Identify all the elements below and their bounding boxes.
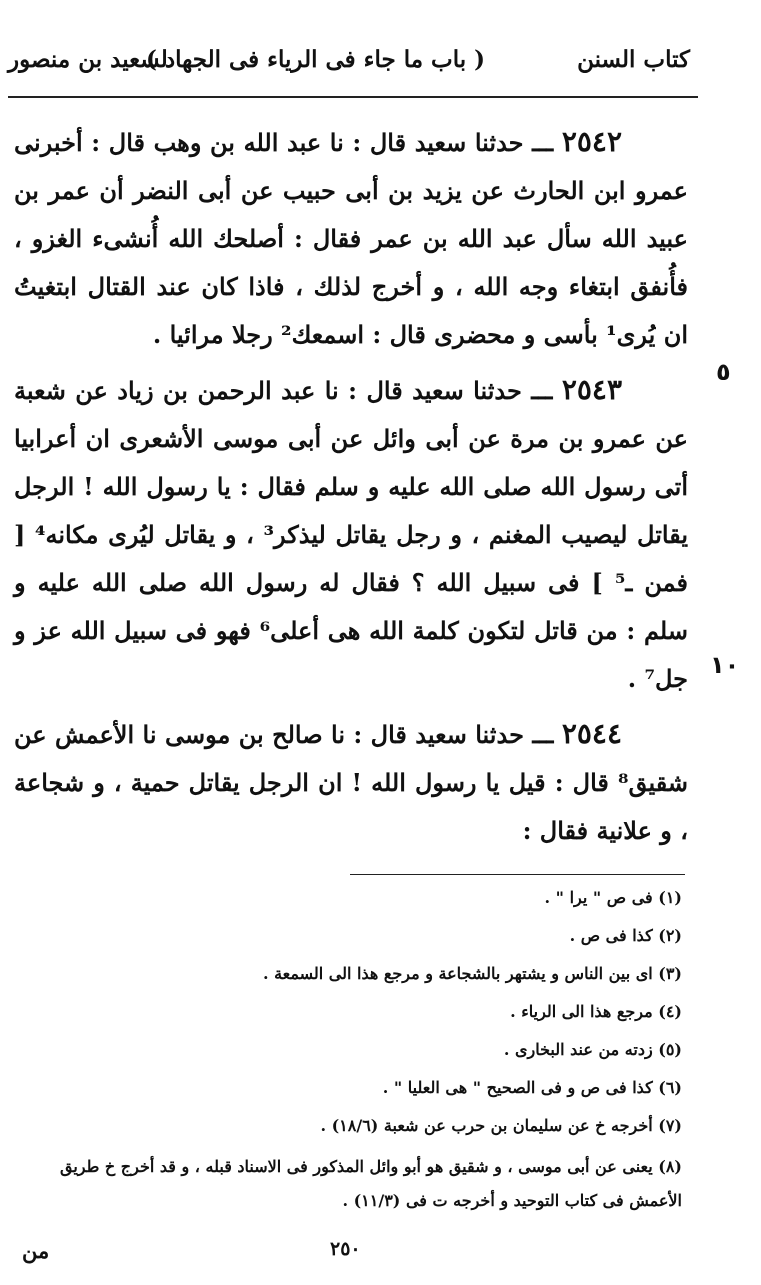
footnote: (٤) مرجع هذا الى الرياء . bbox=[510, 1002, 682, 1021]
footnote-rule bbox=[350, 874, 685, 875]
line-number-5: ٥ bbox=[716, 358, 731, 386]
footnote: (٧) أخرجه خ عن سليمان بن حرب عن شعبة (١٨/٦) . bbox=[320, 1116, 682, 1135]
hadith-number: ٢٥٤٤ bbox=[561, 717, 622, 750]
header-rule bbox=[8, 96, 698, 98]
hadith-text: ـــ حدثنا سعيد قال : نا عبد الرحمن بن زياد عن شعبة عن عمرو بن مرة عن أبى وائل عن أبى موسى الأشعرى ان أعرابيا أتى رسول الله صلى الله عليه و سلم فقال : يا رسول الله ! الرجل يقاتل ليصيب المغنم ، و رجل يقاتل ليذكر³ ، و يقاتل ليُرى مكانه⁴ [ فمن ـ⁵ ] فى سبيل الله ؟ فقال له رسول الله صلى الله عليه و سلم : من قاتل لتكون كلمة الله هى أعلى⁶ فهو فى سبيل الله عز و جل⁷ . bbox=[14, 376, 689, 693]
hadith-text: ـــ حدثنا سعيد قال : نا صالح بن موسى نا الأعمش عن شقيق⁸ قال : قيل يا رسول الله ! ان الرجل يقاتل حمية ، و شجاعة ، و علانية فقال : bbox=[14, 720, 688, 845]
running-header bbox=[8, 46, 690, 94]
hadith-number: ٢٥٤٢ bbox=[561, 125, 622, 158]
footnote: (٨) يعنى عن أبى موسى ، و شقيق هو أبو وائل المذكور فى الاسناد قبله ، و قد أخرج خ طريق الأعمش فى كتاب التوحيد و أخرجه ت فى (١١/٣) . bbox=[59, 1157, 682, 1210]
catchword: من bbox=[22, 1238, 50, 1263]
footnote: (١) فى ص " يرا " . bbox=[544, 888, 682, 907]
footnote: (٣) اى بين الناس و يشتهر بالشجاعة و مرجع هذا الى السمعة . bbox=[262, 964, 682, 983]
main-text bbox=[14, 118, 688, 862]
footnote: (٢) كذا فى ص . bbox=[569, 926, 682, 945]
hadith-text: ـــ حدثنا سعيد قال : نا عبد الله بن وهب قال : أخبرنى عمرو ابن الحارث عن يزيد بن أبى حبيب عن أبى النضر أن عمر بن عبيد الله سأل عبد الله بن عمر فقال : أصلحك الله أُنشىء الغزو ، فأُنفق ابتغاء وجه الله ، و أخرج لذلك ، فاذا كان عند القتال ابتغيتُ ان يُرى¹ بأسى و محضرى قال : اسمعك² رجلا مرائيا . bbox=[14, 128, 689, 349]
hadith-paragraph bbox=[14, 118, 688, 359]
footnote: (٦) كذا فى ص و فى الصحيح " هى العليا " . bbox=[382, 1078, 682, 1097]
page-number: ٢٥٠ bbox=[330, 1238, 361, 1260]
hadith-number: ٢٥٤٣ bbox=[561, 373, 622, 406]
hadith-paragraph bbox=[14, 710, 688, 855]
footnotes bbox=[10, 884, 682, 1228]
header-author: لسعيد بن منصور bbox=[8, 46, 168, 73]
hadith-paragraph bbox=[14, 366, 688, 703]
footnote: (٥) زدته من عند البخارى . bbox=[503, 1040, 682, 1059]
line-number-10: ١٠ bbox=[710, 651, 740, 679]
header-book-title: كتاب السنن bbox=[577, 46, 690, 73]
header-chapter-title: ( باب ما جاء فى الرياء فى الجهاد ) bbox=[146, 46, 485, 73]
